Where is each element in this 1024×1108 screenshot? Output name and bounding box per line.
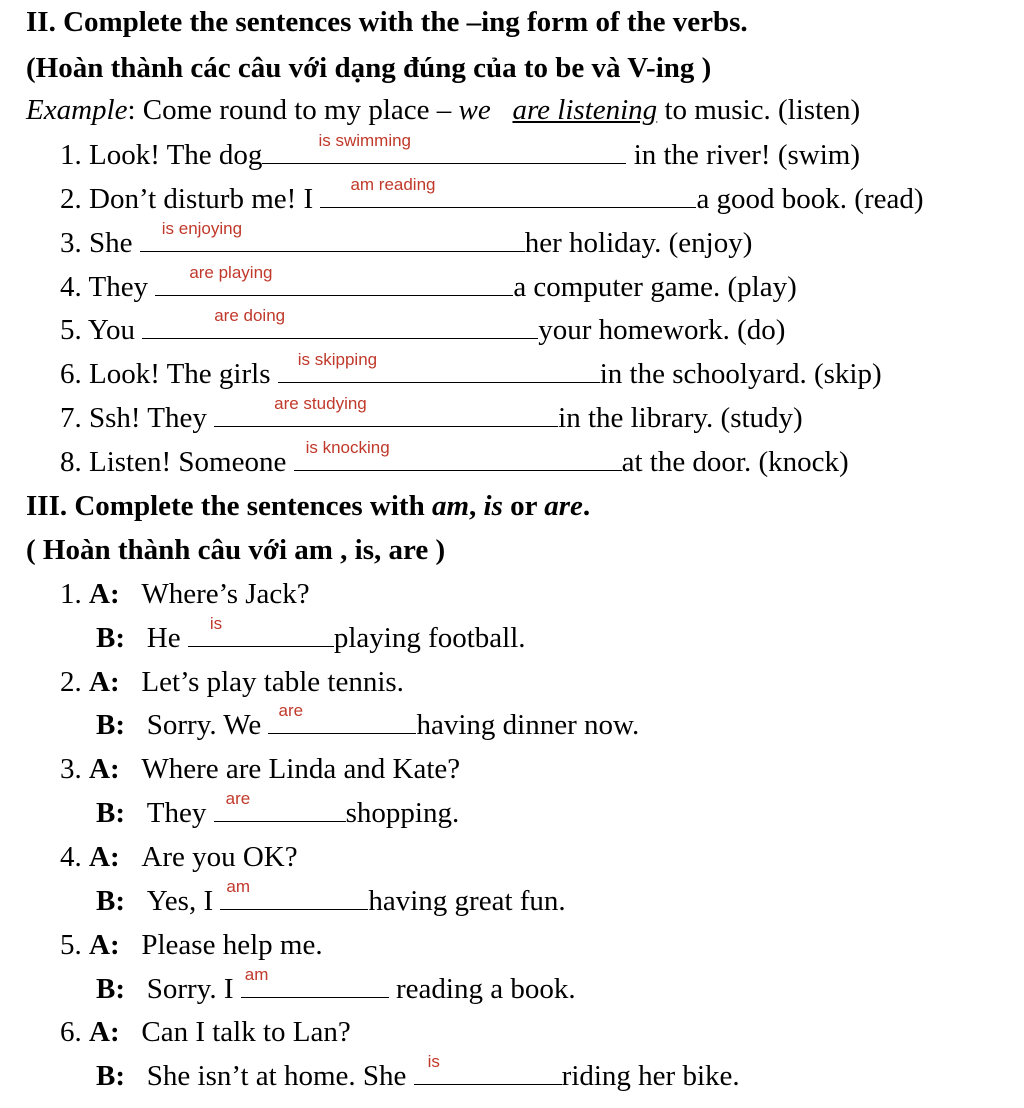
answer-text: is skipping: [297, 350, 378, 369]
exercise-item-8: 8. Listen! Someone is knocking at the door. (knock): [60, 438, 849, 478]
dialog-2-b: B: Sorry. We are having dinner now.: [96, 701, 640, 741]
answer-text: is swimming: [318, 131, 411, 150]
answer-text: are: [225, 789, 251, 808]
answer-blank[interactable]: [142, 306, 538, 339]
answer-text: am reading: [350, 175, 436, 194]
example-rest: to music. (listen): [657, 94, 861, 126]
dialog-3-a: 3. A: Where are Linda and Kate?: [60, 753, 461, 785]
answer-text: am: [226, 877, 250, 896]
answer-blank[interactable]: [320, 175, 696, 208]
example-subject: we: [458, 94, 491, 126]
answer-blank[interactable]: [268, 701, 416, 734]
exercise-item-4: 4. They are playing a computer game. (play): [60, 263, 797, 303]
exercise-item-7: 7. Ssh! They are studying in the library. (study): [60, 394, 803, 434]
answer-blank[interactable]: [241, 965, 389, 998]
answer-text: is enjoying: [161, 219, 243, 238]
answer-text: is: [209, 614, 223, 633]
answer-text: is: [427, 1052, 440, 1071]
answer-blank[interactable]: [262, 131, 626, 164]
dialog-1-a: 1. A: Where’s Jack?: [60, 578, 310, 610]
answer-blank[interactable]: [214, 394, 558, 427]
answer-text: am: [244, 965, 269, 984]
dialog-1-b: B: He is playing football.: [96, 614, 526, 654]
dialog-6-b: B: She isn’t at home. She is riding her bike.: [96, 1052, 740, 1092]
answer-blank[interactable]: [214, 789, 346, 822]
dialog-2-a: 2. A: Let’s play table tennis.: [60, 666, 404, 698]
dialog-6-a: 6. A: Can I talk to Lan?: [60, 1016, 351, 1048]
answer-blank[interactable]: [220, 877, 368, 910]
example-label: Example: [26, 94, 128, 126]
answer-blank[interactable]: [414, 1052, 562, 1085]
answer-text: are studying: [274, 394, 367, 413]
section-3-title: III. Complete the sentences with am, is or are.: [26, 490, 591, 522]
answer-blank[interactable]: [294, 438, 622, 471]
answer-blank[interactable]: [188, 614, 334, 647]
exercise-item-6: 6. Look! The girls is skipping in the schoolyard. (skip): [60, 350, 882, 390]
section-3-subtitle: ( Hoàn thành câu với am , is, are ): [26, 534, 446, 566]
section-2-title: II. Complete the sentences with the –ing form of the verbs.: [26, 6, 748, 38]
example-answer: are listening: [512, 94, 658, 126]
answer-blank[interactable]: [140, 219, 525, 252]
answer-text: are doing: [214, 306, 286, 325]
answer-blank[interactable]: [278, 350, 600, 383]
answer-text: are: [278, 701, 304, 720]
exercise-item-1: 1. Look! The dog is swimming in the river! (swim): [60, 131, 860, 171]
answer-text: are playing: [189, 263, 273, 282]
example-sentence: [26, 92, 860, 128]
exercise-item-2: 2. Don’t disturb me! I am reading a good book. (read): [60, 175, 924, 215]
dialog-3-b: B: They are shopping.: [96, 789, 460, 829]
exercise-item-5: 5. You are doing your homework. (do): [60, 306, 786, 346]
dialog-4-b: B: Yes, I am having great fun.: [96, 877, 566, 917]
answer-text: is knocking: [305, 438, 390, 457]
dialog-4-a: 4. A: Are you OK?: [60, 841, 298, 873]
section-2-subtitle: (Hoàn thành các câu với dạng đúng của to be và V-ing ): [26, 52, 712, 84]
dialog-5-a: 5. A: Please help me.: [60, 929, 323, 961]
exercise-item-3: 3. She is enjoying her holiday. (enjoy): [60, 219, 753, 259]
example-text: : Come round to my place –: [127, 94, 459, 126]
answer-blank[interactable]: [155, 263, 513, 296]
dialog-5-b: B: Sorry. I am reading a book.: [96, 965, 576, 1005]
